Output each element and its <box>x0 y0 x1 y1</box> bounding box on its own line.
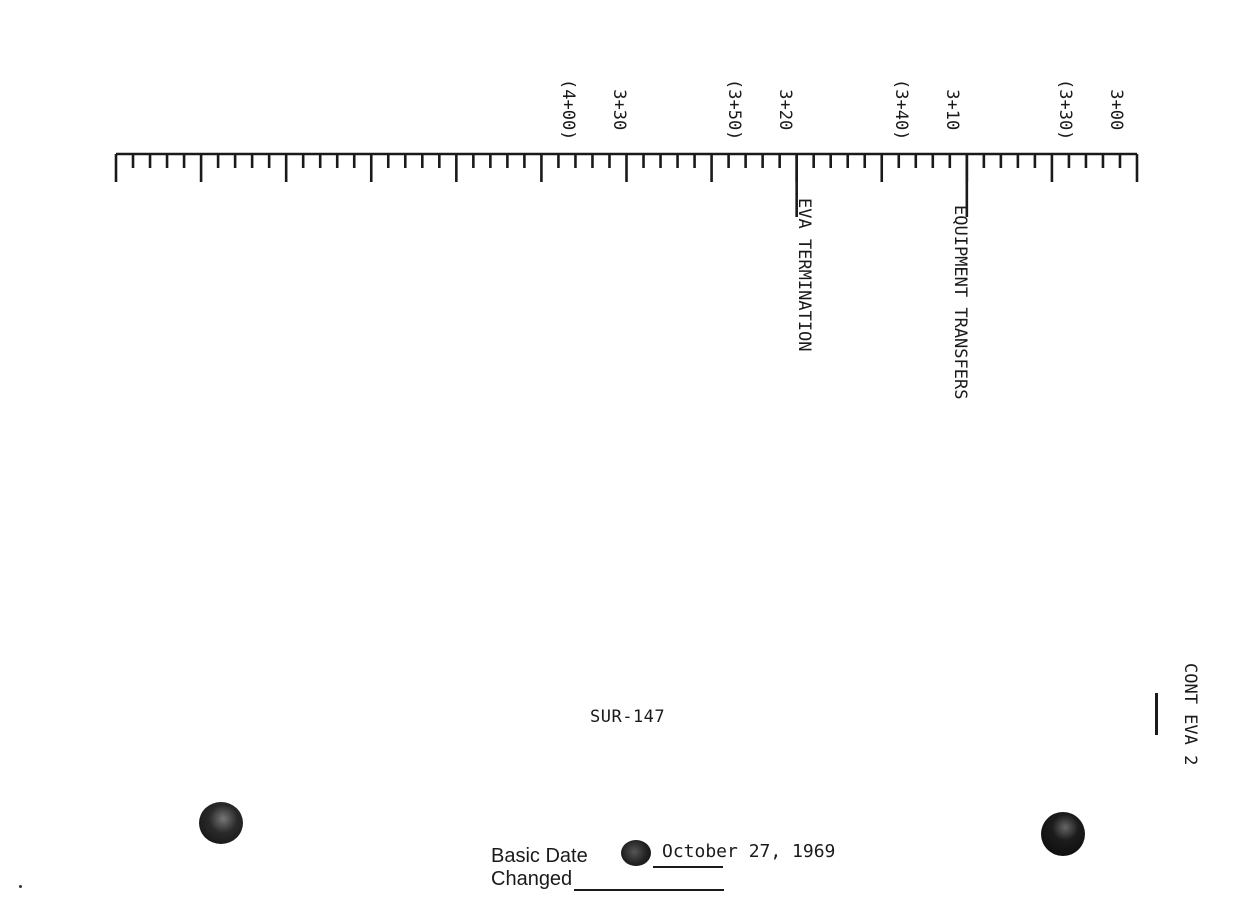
margin-note: CONT EVA 2 <box>1180 663 1200 766</box>
ink-blot <box>621 840 651 866</box>
punch-hole <box>199 802 243 844</box>
changed-label: Changed <box>491 868 573 890</box>
event-eva-termination: EVA TERMINATION <box>794 198 814 352</box>
event-equipment-transfers: EQUIPMENT TRANSFERS <box>950 205 970 400</box>
document-number: SUR-147 <box>590 707 666 727</box>
tick-label-3-00 <box>1039 79 1158 140</box>
tick-label-3-20 <box>708 79 827 140</box>
tick-alt-label: (3+30) <box>1055 79 1075 141</box>
tick-alt-label: (4+00) <box>558 79 578 141</box>
tick-label-3-10 <box>875 79 994 140</box>
tick-main-label: 3+10 <box>942 89 962 131</box>
change-bar <box>1155 693 1158 735</box>
tick-main-label: 3+20 <box>775 89 795 131</box>
tick-alt-label: (3+50) <box>724 79 744 141</box>
tick-main-label: 3+30 <box>609 89 629 131</box>
basic-date-label: Basic Date <box>491 845 588 867</box>
basic-date-value: October 27, 1969 <box>662 841 836 862</box>
basic-date-underline <box>653 866 723 868</box>
tick-label-3-30 <box>542 79 661 140</box>
tick-main-label: 3+00 <box>1106 89 1126 131</box>
punch-hole <box>1041 812 1085 856</box>
speck <box>19 885 22 888</box>
changed-underline <box>574 889 724 891</box>
tick-alt-label: (3+40) <box>891 79 911 141</box>
